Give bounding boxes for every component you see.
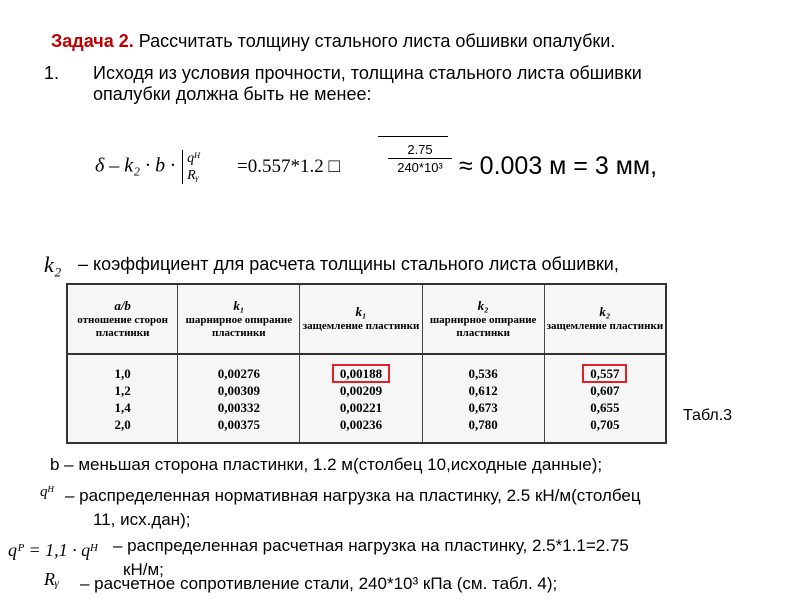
k2-description: – коэффициент для расчета толщины стального листа обшивки, bbox=[78, 254, 619, 274]
header-ab: a/b отношение сторон пластинки bbox=[67, 284, 178, 354]
cell: 0,612 bbox=[468, 382, 498, 398]
cell: 0,00375 bbox=[217, 416, 260, 432]
cell: 0,00236 bbox=[339, 416, 383, 432]
col-k2-clamped bbox=[544, 354, 666, 443]
r-definition: – расчетное сопротивление стали, 240*10³ кПа (см. табл. 4); bbox=[80, 574, 558, 593]
r-symbol: Rᵧ bbox=[44, 569, 60, 589]
header-k2-clamped: k₂ защемление пластинки bbox=[544, 284, 666, 354]
header-k1-hinged: k₁ шарнирное опирание пластинки bbox=[178, 284, 300, 354]
coefficient-table bbox=[66, 283, 667, 444]
cell: 2,0 bbox=[114, 416, 131, 432]
formula-radicand-num: qᴴ bbox=[187, 151, 200, 166]
page-title bbox=[51, 31, 615, 52]
col-k1-hinged bbox=[178, 354, 300, 443]
q-symbol: qᴴ bbox=[40, 484, 53, 500]
formula-eq-text: =0.557*1.2 bbox=[237, 156, 324, 177]
cell: 1,0 bbox=[114, 365, 131, 381]
header-k1-clamped: k₁ защемление пластинки bbox=[300, 284, 422, 354]
b-definition: b – меньшая сторона пластинки, 1.2 м(столбец 10,исходные данные); bbox=[50, 455, 603, 474]
cell: 0,00309 bbox=[217, 382, 260, 398]
cell: 0,607 bbox=[590, 382, 620, 398]
formula-radicand-den: Rᵧ bbox=[187, 168, 199, 183]
cell-highlighted: 0,00188 bbox=[300, 365, 421, 382]
cell: 1,2 bbox=[114, 382, 131, 398]
formula-result: ≈ 0.003 м = 3 мм, bbox=[459, 152, 658, 180]
header-k2-hinged: k₂ шарнирное опирание пластинки bbox=[422, 284, 544, 354]
q-definition-cont: 11, исх.дан); bbox=[93, 510, 191, 529]
cell: 0,536 bbox=[468, 365, 498, 381]
cell: 0,00221 bbox=[339, 399, 383, 415]
sqrt-bar bbox=[378, 136, 448, 137]
title-text: Рассчитать толщину стального листа обшивки опалубки. bbox=[133, 31, 616, 51]
table-header-row bbox=[67, 284, 666, 354]
q-definition: – распределенная нормативная нагрузка на пластинку, 2.5 кН/м(столбец bbox=[65, 486, 641, 505]
list-number: 1. bbox=[44, 63, 60, 83]
cell: 1,4 bbox=[114, 399, 131, 415]
fraction-denominator: 240*10³ bbox=[397, 160, 443, 175]
cell: 0,705 bbox=[590, 416, 620, 432]
missing-glyph: □ bbox=[328, 156, 340, 177]
cell: 0,655 bbox=[590, 399, 620, 415]
table-caption: Табл.3 bbox=[683, 407, 733, 424]
fraction-numerator: 2.75 bbox=[388, 142, 452, 159]
cell-highlighted: 0,557 bbox=[545, 365, 665, 382]
formula-left-part bbox=[95, 150, 199, 184]
task-label: Задача 2. bbox=[51, 31, 134, 51]
cell: 0,673 bbox=[468, 399, 498, 415]
formula-fraction bbox=[388, 142, 452, 175]
qp-definition: – распределенная расчетная нагрузка на пластинку, 2.5*1.1=2.75 bbox=[113, 536, 629, 555]
qp-definition-cont: кН/м; bbox=[123, 560, 164, 579]
item-text: Исходя из условия прочности, толщина стального листа обшивки опалубки должна быть не менее: bbox=[93, 63, 642, 104]
cell: 0,00332 bbox=[217, 399, 260, 415]
cell: 0,00209 bbox=[339, 382, 383, 398]
qp-formula: qᴾ = 1,1 · qᴴ bbox=[8, 540, 97, 560]
k2-symbol: k₂ bbox=[44, 252, 62, 277]
col-ab bbox=[67, 354, 178, 443]
formula-left-text: δ – k₂ · b · bbox=[95, 154, 176, 177]
formula-equals bbox=[237, 156, 340, 178]
col-k2-hinged bbox=[422, 354, 544, 443]
col-k1-clamped bbox=[300, 354, 422, 443]
cell: 0,00276 bbox=[217, 365, 260, 381]
cell: 0,780 bbox=[468, 416, 498, 432]
table-body bbox=[67, 354, 666, 443]
